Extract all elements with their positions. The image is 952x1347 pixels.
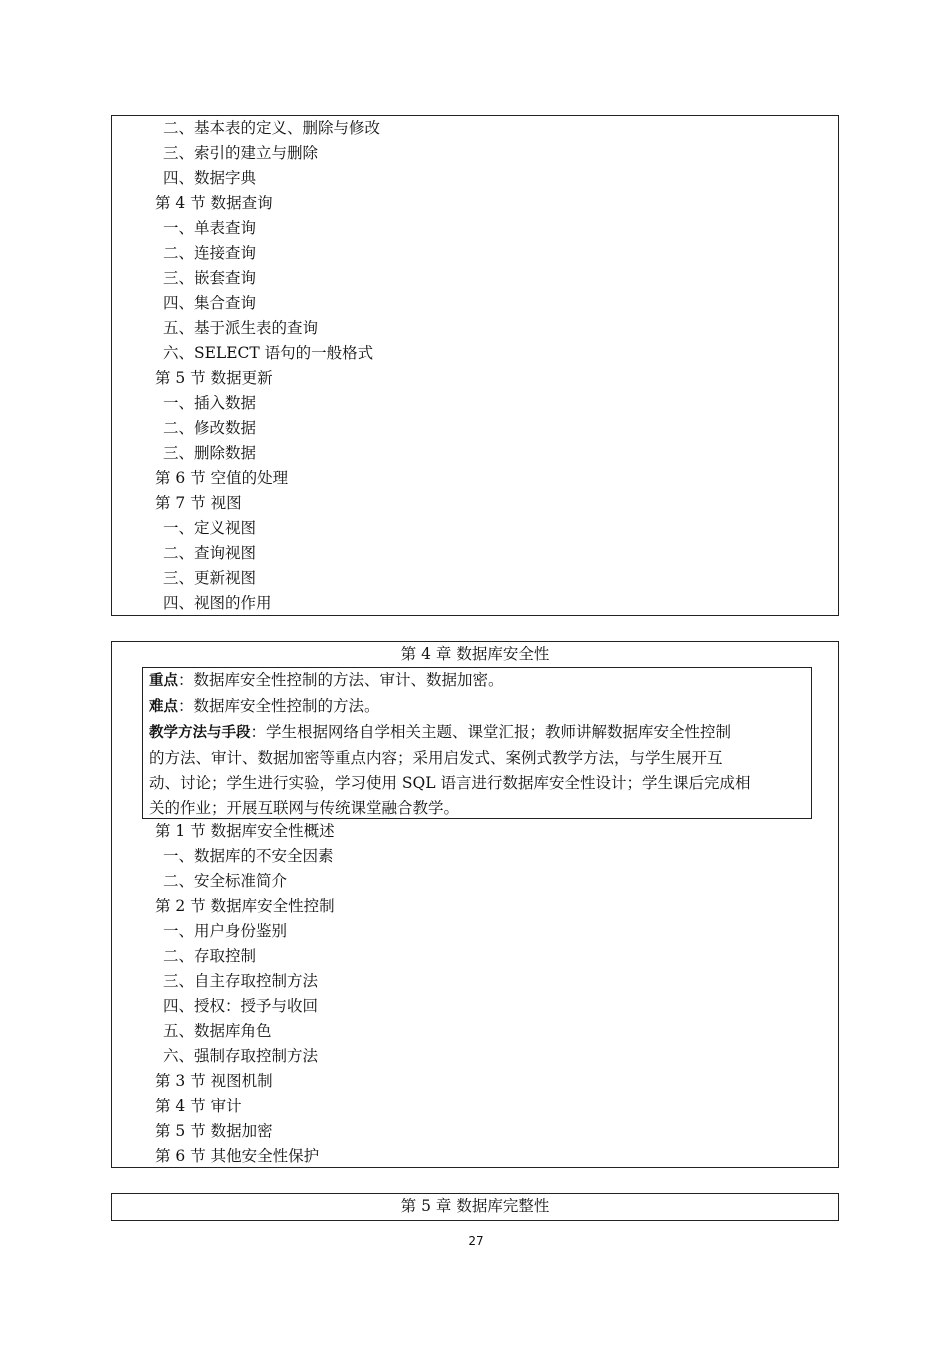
subsection-item: 三、自主存取控制方法 [163,972,319,990]
subsection-item: 四、视图的作用 [163,594,272,612]
subsection-item: 一、定义视图 [163,519,257,537]
chapter-title: 第 5 章 数据库完整性 [400,1197,550,1215]
subsection-item: 二、查询视图 [163,544,257,562]
method-line: 关的作业；开展互联网与传统课堂融合教学。 [149,799,460,817]
method-label: 教学方法与手段 [149,725,251,741]
subsection-item: 二、存取控制 [163,947,257,965]
subsection-item: 四、数据字典 [163,169,257,187]
section-heading: 第 4 节 审计 [155,1097,242,1115]
subsection-item: 四、集合查询 [163,294,257,312]
focus-label: 重点 [149,673,178,689]
page-number: 27 [468,1234,484,1248]
subsection-item: 一、单表查询 [163,219,257,237]
chapter-title: 第 4 章 数据库安全性 [400,645,550,663]
subsection-item: 一、插入数据 [163,394,257,412]
subsection-item: 三、嵌套查询 [163,269,257,287]
subsection-item: 六、强制存取控制方法 [163,1047,319,1065]
section-heading: 第 6 节 其他安全性保护 [155,1147,320,1165]
subsection-item: 二、基本表的定义、删除与修改 [163,119,381,137]
section-heading: 第 2 节 数据库安全性控制 [155,897,335,915]
focus-text: ：数据库安全性控制的方法、审计、数据加密。 [178,671,504,689]
method-text: ：学生根据网络自学相关主题、课堂汇报；教师讲解数据库安全性控制 [250,723,732,741]
section-heading: 第 4 节 数据查询 [155,194,273,212]
section-heading: 第 7 节 视图 [155,494,242,512]
subsection-item: 二、安全标准简介 [163,872,288,890]
subsection-item: 五、基于派生表的查询 [163,319,319,337]
subsection-item: 三、更新视图 [163,569,257,587]
section-heading: 第 5 节 数据加密 [155,1122,273,1140]
difficulty-label: 难点 [149,699,178,715]
syllabus-block-chapter5 [111,1193,839,1221]
subsection-item: 五、数据库角色 [163,1022,272,1040]
method-line [143,720,811,746]
difficulty-line [143,694,811,720]
syllabus-block-chapter4 [111,641,839,1168]
method-line: 的方法、审计、数据加密等重点内容；采用启发式、案例式教学方法，与学生展开互 [149,749,723,767]
subsection-item: 二、修改数据 [163,419,257,437]
subsection-item: 三、索引的建立与删除 [163,144,319,162]
section-heading: 第 3 节 视图机制 [155,1072,273,1090]
key-points-box [142,667,812,819]
subsection-item: 六、SELECT 语句的一般格式 [163,344,374,362]
syllabus-block-chapter3-continued [111,115,839,616]
subsection-item: 二、连接查询 [163,244,257,262]
focus-line [143,668,811,694]
subsection-item: 一、用户身份鉴别 [163,922,288,940]
subsection-item: 三、删除数据 [163,444,257,462]
method-line: 动、讨论；学生进行实验，学习使用 SQL 语言进行数据库安全性设计；学生课后完成相 [149,774,751,792]
section-heading: 第 5 节 数据更新 [155,369,273,387]
section-heading: 第 6 节 空值的处理 [155,469,289,487]
subsection-item: 四、授权：授予与收回 [163,997,319,1015]
section-heading: 第 1 节 数据库安全性概述 [155,822,335,840]
difficulty-text: ：数据库安全性控制的方法。 [178,697,380,715]
subsection-item: 一、数据库的不安全因素 [163,847,334,865]
